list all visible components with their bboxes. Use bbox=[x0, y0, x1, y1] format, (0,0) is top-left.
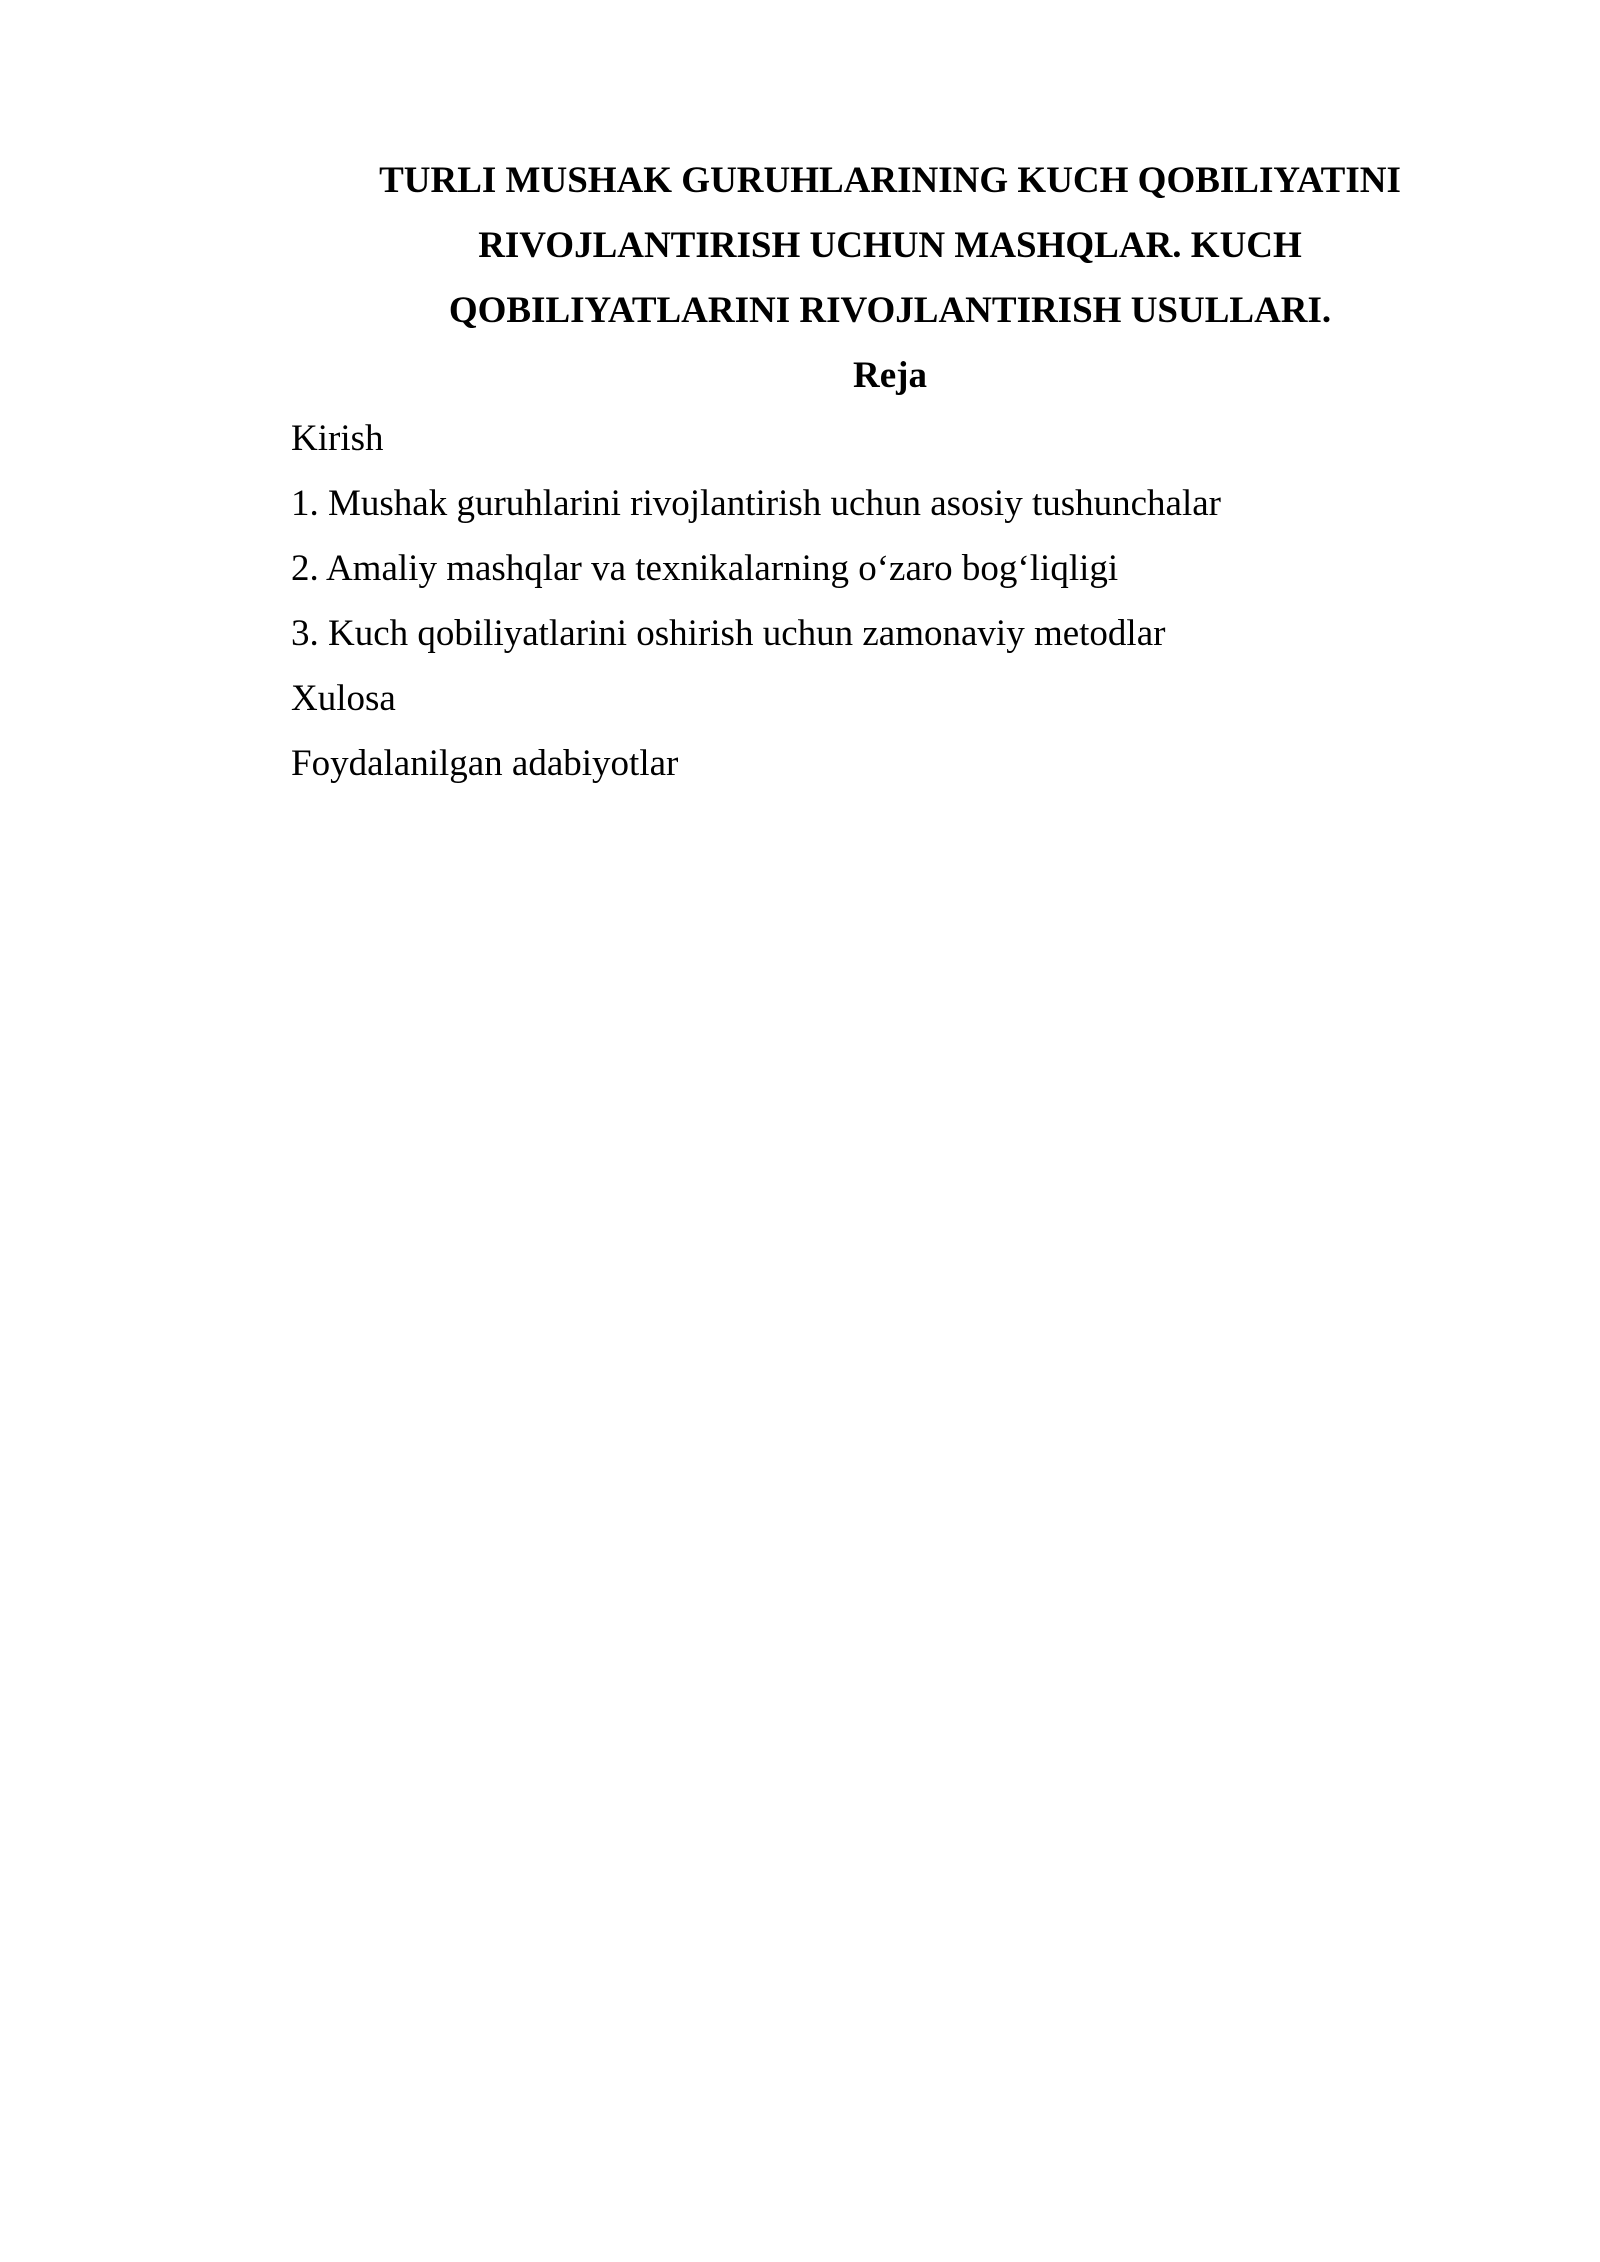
plan-item-3: 3. Kuch qobiliyatlarini oshirish uchun zamonaviy metodlar bbox=[291, 613, 1166, 654]
title-line-1: TURLI MUSHAK GURUHLARINING KUCH QOBILIYATINI bbox=[379, 160, 1401, 201]
plan-list bbox=[291, 406, 1391, 796]
title-line-2: RIVOJLANTIRISH UCHUN MASHQLAR. KUCH bbox=[478, 225, 1302, 266]
plan-item-2: 2. Amaliy mashqlar va texnikalarning o‘zaro bog‘liqligi bbox=[291, 548, 1119, 589]
plan-item-conclusion: Xulosa bbox=[291, 678, 396, 719]
plan-item-1: 1. Mushak guruhlarini rivojlantirish uchun asosiy tushunchalar bbox=[291, 483, 1221, 524]
plan-heading: Reja bbox=[853, 355, 927, 396]
plan-item-references: Foydalanilgan adabiyotlar bbox=[291, 743, 679, 784]
plan-item-introduction: Kirish bbox=[291, 418, 384, 459]
title-line-3: QOBILIYATLARINI RIVOJLANTIRISH USULLARI. bbox=[448, 290, 1332, 331]
document-title bbox=[290, 148, 1490, 408]
